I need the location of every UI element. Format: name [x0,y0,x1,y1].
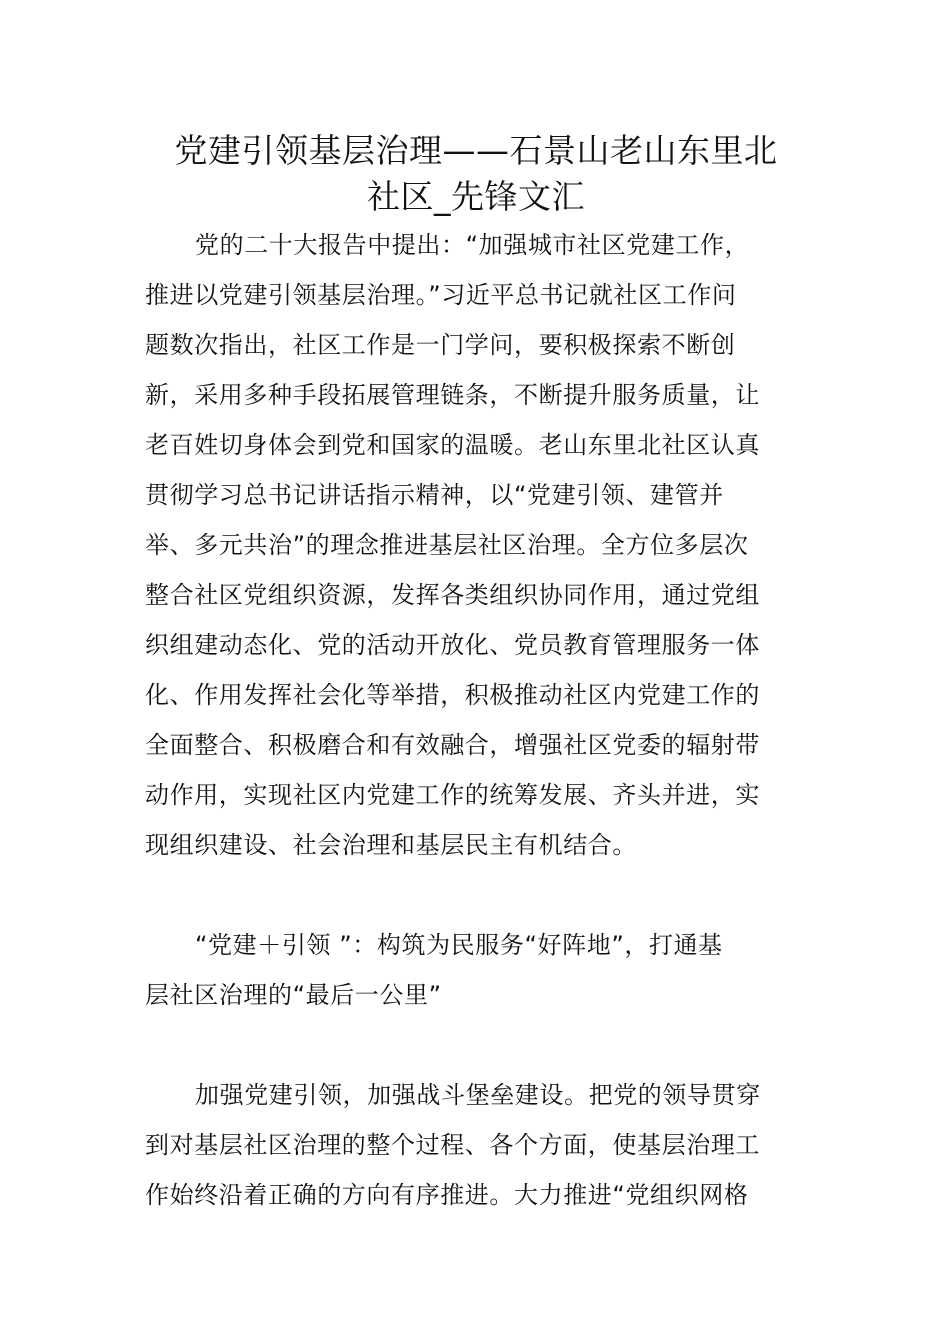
paragraph-line: 整合社区党组织资源，发挥各类组织协同作用，通过党组 [145,581,760,609]
paragraph-spacer [145,870,807,920]
document-title [145,128,807,220]
title-line-1: 党建引领基层治理——石景山老山东里北 [174,131,778,170]
paragraph-line: 作始终沿着正确的方向有序推进。大力推进“党组织网格 [145,1181,749,1209]
paragraph-line: 层社区治理的“最后一公里” [145,981,442,1009]
paragraph-line: 举、多元共治”的理念推进基层社区治理。全方位多层次 [145,531,749,559]
paragraph-body [145,1070,807,1220]
paragraph-spacer [145,1020,807,1070]
paragraph-line: 动作用，实现社区内党建工作的统筹发展、齐头并进，实 [145,781,760,809]
paragraph-intro [145,220,807,870]
paragraph-line: 现组织建设、社会治理和基层民主有机结合。 [145,831,637,859]
paragraph-line: 化、作用发挥社会化等举措，积极推动社区内党建工作的 [145,681,760,709]
document-page [145,128,807,1220]
paragraph-line: 老百姓切身体会到党和国家的温暖。老山东里北社区认真 [145,431,760,459]
title-line-2: 社区_先锋文汇 [367,177,585,216]
paragraph-line: “党建＋引领 ”：构筑为民服务“好阵地”，打通基 [195,931,723,959]
paragraph-line: 题数次指出，社区工作是一门学问，要积极探索不断创 [145,331,736,359]
paragraph-line: 新，采用多种手段拓展管理链条，不断提升服务质量，让 [145,381,760,409]
paragraph-line: 党的二十大报告中提出：“加强城市社区党建工作， [195,231,750,259]
paragraph-line: 推进以党建引领基层治理。”习近平总书记就社区工作问 [145,281,737,309]
section-heading [145,920,807,1020]
paragraph-line: 织组建动态化、党的活动开放化、党员教育管理服务一体 [145,631,760,659]
paragraph-line: 到对基层社区治理的整个过程、各个方面，使基层治理工 [145,1131,760,1159]
paragraph-line: 全面整合、积极磨合和有效融合，增强社区党委的辐射带 [145,731,760,759]
paragraph-line: 加强党建引领，加强战斗堡垒建设。把党的领导贯穿 [195,1081,761,1109]
paragraph-line: 贯彻学习总书记讲话指示精神，以“党建引领、建管并 [145,481,724,509]
